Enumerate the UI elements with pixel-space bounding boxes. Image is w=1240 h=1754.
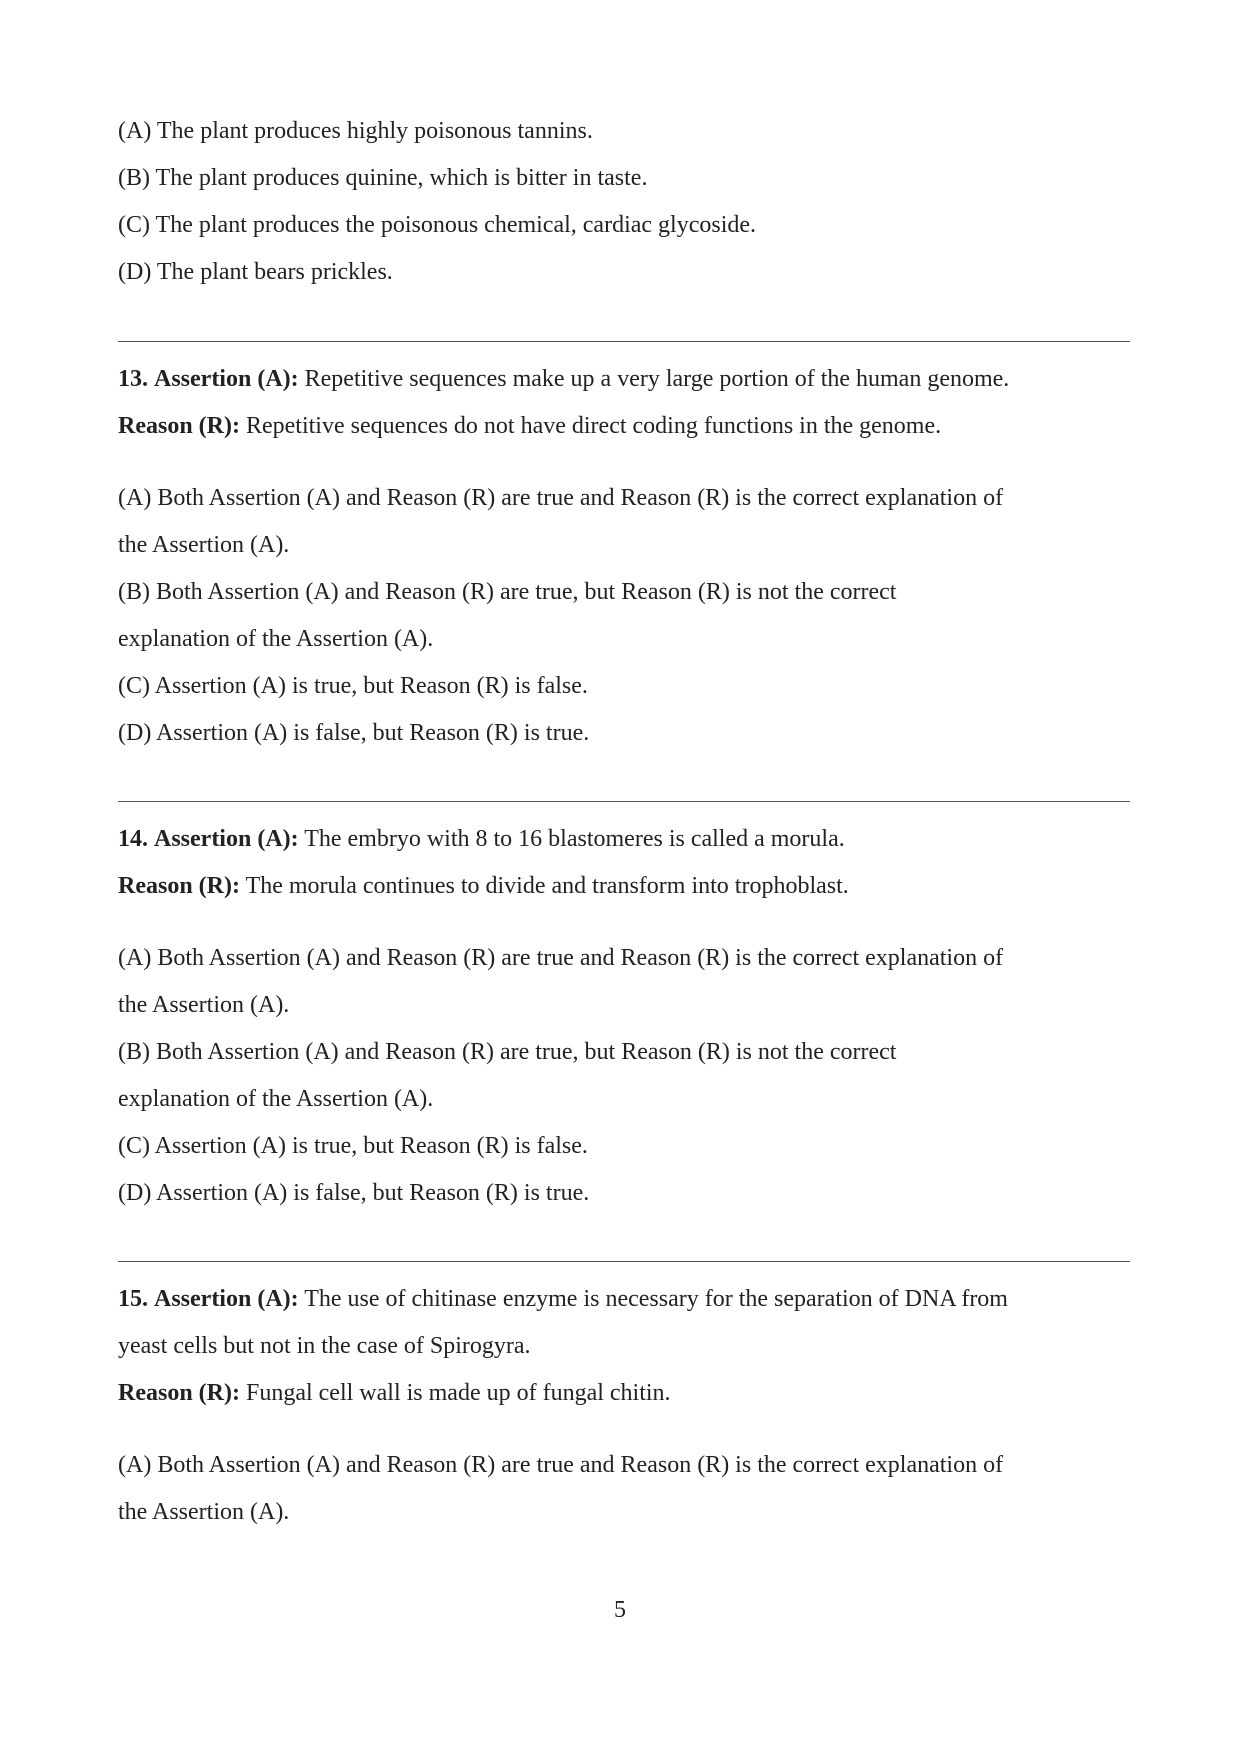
question-13 <box>118 356 1130 757</box>
q14-option-b-line2: explanation of the Assertion (A). <box>118 1086 434 1112</box>
q13-assertion-label: Assertion (A): <box>154 366 299 392</box>
q15-assertion-label: Assertion (A): <box>154 1286 299 1312</box>
q13-reason-label: Reason (R): <box>118 413 240 439</box>
question-14 <box>118 816 1130 1217</box>
q14-assertion-text: The embryo with 8 to 16 blastomeres is called a morula. <box>304 826 845 852</box>
q14-reason <box>118 863 1130 910</box>
q15-assertion-line1 <box>118 1276 1130 1323</box>
prev-option-b: (B) The plant produces quinine, which is bitter in taste. <box>118 165 648 191</box>
q14-option-d: (D) Assertion (A) is false, but Reason (R) is true. <box>118 1180 590 1206</box>
prev-option-d: (D) The plant bears prickles. <box>118 259 393 285</box>
q13-reason-text: Repetitive sequences do not have direct coding functions in the genome. <box>245 413 942 439</box>
q14-assertion-label: Assertion (A): <box>154 826 299 852</box>
q13-assertion-text: Repetitive sequences make up a very large portion of the human genome. <box>304 366 1010 392</box>
q13-option-b-line2: explanation of the Assertion (A). <box>118 626 434 652</box>
question-15 <box>118 1276 1130 1536</box>
q14-option-a-line2: the Assertion (A). <box>118 992 290 1018</box>
q15-reason-label: Reason (R): <box>118 1380 240 1406</box>
q15-option-a-line2: the Assertion (A). <box>118 1499 290 1525</box>
page-number: 5 <box>614 1597 626 1623</box>
q13-number: 13. <box>118 366 148 392</box>
q13-option-a-line2: the Assertion (A). <box>118 532 290 558</box>
q14-option-a-line1: (A) Both Assertion (A) and Reason (R) are true and Reason (R) is the correct explanation of <box>118 945 1004 971</box>
q14-reason-label: Reason (R): <box>118 873 240 899</box>
page-content <box>118 108 1130 1536</box>
q14-number: 14. <box>118 826 148 852</box>
prev-question-options <box>118 108 1130 296</box>
q13-option-a-line1: (A) Both Assertion (A) and Reason (R) are true and Reason (R) is the correct explanation of <box>118 485 1004 511</box>
q14-reason-text: The morula continues to divide and transform into trophoblast. <box>245 873 849 899</box>
q13-option-d: (D) Assertion (A) is false, but Reason (R) is true. <box>118 720 590 746</box>
q13-option-c: (C) Assertion (A) is true, but Reason (R) is false. <box>118 673 588 699</box>
q14-option-b-line1: (B) Both Assertion (A) and Reason (R) are true, but Reason (R) is not the correct <box>118 1039 897 1065</box>
q13-reason <box>118 403 1130 450</box>
q15-number: 15. <box>118 1286 148 1312</box>
q13-option-b-line1: (B) Both Assertion (A) and Reason (R) are true, but Reason (R) is not the correct <box>118 579 897 605</box>
q13-assertion <box>118 356 1130 403</box>
q15-reason-text: Fungal cell wall is made up of fungal chitin. <box>245 1380 671 1406</box>
q14-option-c: (C) Assertion (A) is true, but Reason (R) is false. <box>118 1133 588 1159</box>
prev-option-c: (C) The plant produces the poisonous chemical, cardiac glycoside. <box>118 212 757 238</box>
prev-option-a: (A) The plant produces highly poisonous tannins. <box>118 118 593 144</box>
q15-reason <box>118 1370 1130 1417</box>
q14-assertion <box>118 816 1130 863</box>
q15-assertion-text-line2: yeast cells but not in the case of Spirogyra. <box>118 1333 531 1359</box>
q15-option-a-line1: (A) Both Assertion (A) and Reason (R) are true and Reason (R) is the correct explanation of <box>118 1452 1004 1478</box>
q15-assertion-text-line1: The use of chitinase enzyme is necessary for the separation of DNA from <box>304 1286 1008 1312</box>
